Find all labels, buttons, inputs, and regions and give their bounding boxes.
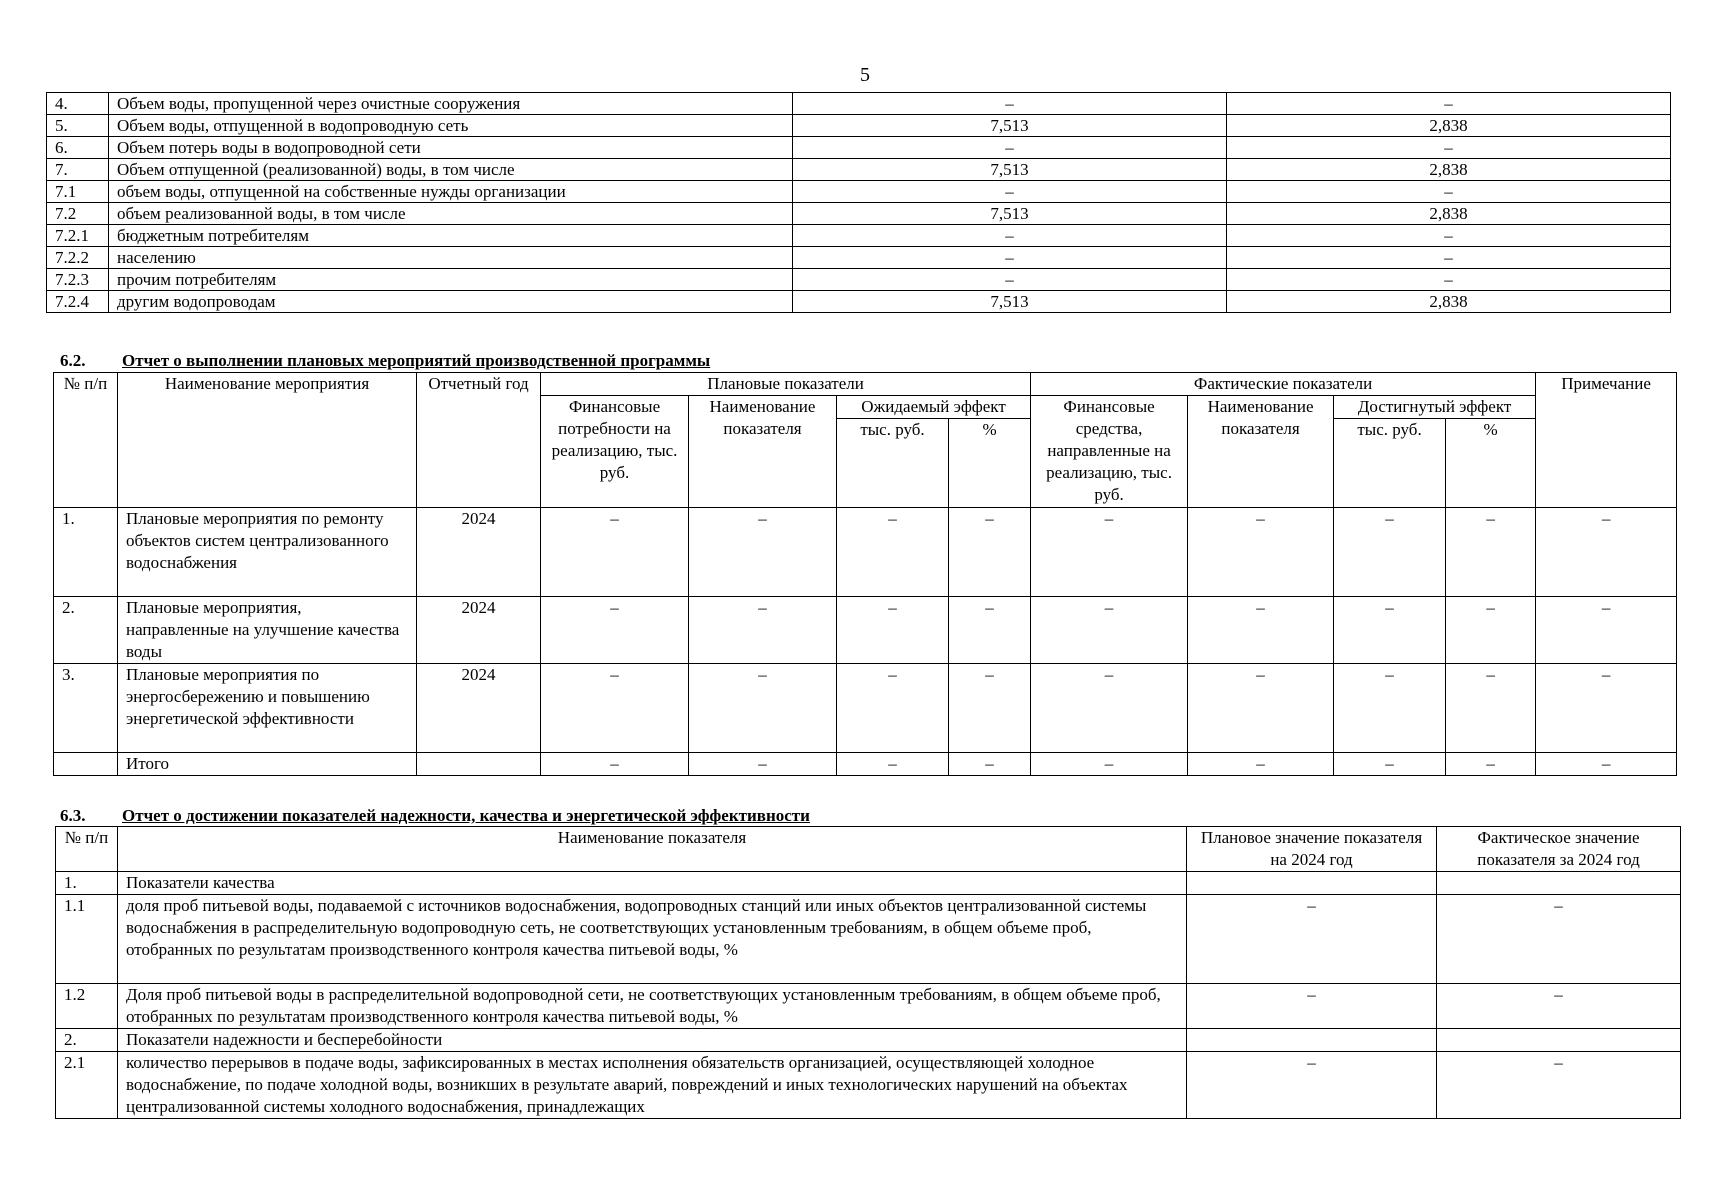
row-value: – — [837, 753, 949, 776]
row-value: – — [541, 664, 689, 753]
row-plan: – — [1187, 895, 1437, 984]
header-num: № п/п — [54, 373, 118, 508]
row-value: – — [1334, 508, 1446, 597]
row-value: – — [1031, 664, 1188, 753]
row-name: объем реализованной воды, в том числе — [109, 203, 793, 225]
row-num: 5. — [47, 115, 109, 137]
row-value: – — [793, 225, 1227, 247]
row-fact — [1437, 872, 1681, 895]
row-fact: – — [1437, 895, 1681, 984]
row-value: – — [1446, 597, 1536, 664]
row-value: – — [1536, 753, 1677, 776]
row-name: Доля проб питьевой воды в распределительной водопроводной сети, не соответствующих установленным требованиям, в общем объеме проб, отобранных по результатам производственного контроля качества питьевой воды, % — [118, 984, 1187, 1029]
row-name: Объем воды, отпущенной в водопроводную сеть — [109, 115, 793, 137]
row-name: Объем потерь воды в водопроводной сети — [109, 137, 793, 159]
row-value: – — [1334, 753, 1446, 776]
row-value: – — [1188, 664, 1334, 753]
row-name: Плановые мероприятия по энергосбережению и повышению энергетической эффективности — [118, 664, 417, 753]
header-name: Наименование показателя — [118, 827, 1187, 872]
header-planned: Плановые показатели — [541, 373, 1031, 396]
row-year — [417, 753, 541, 776]
row-num: 7.2 — [47, 203, 109, 225]
table-row — [56, 1029, 1681, 1052]
table-row — [47, 93, 1671, 115]
row-name: бюджетным потребителям — [109, 225, 793, 247]
row-value: – — [949, 508, 1031, 597]
row-value: – — [689, 664, 837, 753]
row-plan: – — [1187, 984, 1437, 1029]
row-value: – — [1227, 137, 1671, 159]
row-num: 7.2.2 — [47, 247, 109, 269]
row-num: 2.1 — [56, 1052, 118, 1119]
section-title-text: Отчет о выполнении плановых мероприятий производственной программы — [122, 351, 711, 370]
row-name: Плановые мероприятия по ремонту объектов систем централизованного водоснабжения — [118, 508, 417, 597]
row-value: – — [541, 597, 689, 664]
row-value: 2,838 — [1227, 159, 1671, 181]
row-value: – — [949, 664, 1031, 753]
row-value: – — [837, 664, 949, 753]
table-row — [54, 664, 1677, 753]
table-row — [47, 291, 1671, 313]
row-value: – — [793, 269, 1227, 291]
row-name: доля проб питьевой воды, подаваемой с источников водоснабжения, водопроводных станций или иных объектов централизованной системы водоснабжения в распределительную водопроводную сеть, не соответствующих установленным требованиям, в общем объеме проб, отобранных по результатам производственного контроля качества питьевой воды, % — [118, 895, 1187, 984]
planned-measures-table — [53, 372, 1677, 776]
row-value: – — [793, 137, 1227, 159]
row-value: – — [1188, 753, 1334, 776]
row-num: 7.2.3 — [47, 269, 109, 291]
row-value: 7,513 — [793, 291, 1227, 313]
table-row — [54, 597, 1677, 664]
header-pct-planned: % — [949, 419, 1031, 508]
row-num: 6. — [47, 137, 109, 159]
row-name: Объем отпущенной (реализованной) воды, в том числе — [109, 159, 793, 181]
row-value: – — [1536, 597, 1677, 664]
row-num: 7.1 — [47, 181, 109, 203]
page-number: 5 — [860, 64, 870, 86]
row-name: количество перерывов в подаче воды, зафиксированных в местах исполнения обязательств организацией, осуществляющей холодное водоснабжение, по подаче холодной воды, возникших в результате аварий, повреждений и иных технологических нарушений на объектах централизованной системы холодного водоснабжения, принадлежащих — [118, 1052, 1187, 1119]
table-row — [47, 247, 1671, 269]
row-value: – — [793, 247, 1227, 269]
section-number: 6.3. — [60, 806, 86, 825]
row-value: – — [1227, 225, 1671, 247]
row-value: – — [1446, 508, 1536, 597]
row-num: 2. — [54, 597, 118, 664]
table-row — [47, 269, 1671, 291]
header-achieved-effect: Достигнутый эффект — [1334, 396, 1536, 419]
section-number: 6.2. — [60, 351, 86, 370]
row-num: 7.2.1 — [47, 225, 109, 247]
table-row — [54, 508, 1677, 597]
row-name: Плановые мероприятия, направленные на улучшение качества воды — [118, 597, 417, 664]
row-value: 7,513 — [793, 115, 1227, 137]
row-value: – — [1334, 597, 1446, 664]
row-value: – — [541, 753, 689, 776]
row-value: 2,838 — [1227, 115, 1671, 137]
row-year: 2024 — [417, 508, 541, 597]
row-value: – — [1227, 269, 1671, 291]
table-row — [47, 181, 1671, 203]
row-plan: – — [1187, 1052, 1437, 1119]
row-name: Объем воды, пропущенной через очистные сооружения — [109, 93, 793, 115]
row-value: – — [689, 753, 837, 776]
header-thous-planned: тыс. руб. — [837, 419, 949, 508]
header-fin-funds: Финансовые средства, направленные на реализацию, тыс. руб. — [1031, 396, 1188, 508]
row-value: – — [1227, 181, 1671, 203]
row-year: 2024 — [417, 597, 541, 664]
table-row — [56, 1052, 1681, 1119]
row-value: – — [1536, 508, 1677, 597]
row-num: 2. — [56, 1029, 118, 1052]
row-value: – — [949, 753, 1031, 776]
table-row — [47, 137, 1671, 159]
row-value: – — [1188, 597, 1334, 664]
row-name: населению — [109, 247, 793, 269]
row-num: 3. — [54, 664, 118, 753]
header-ind-name-actual: Наименование показателя — [1188, 396, 1334, 508]
table-row — [56, 984, 1681, 1029]
header-plan: Плановое значение показателя на 2024 год — [1187, 827, 1437, 872]
header-fin-need: Финансовые потребности на реализацию, тыс. руб. — [541, 396, 689, 508]
row-fact: – — [1437, 984, 1681, 1029]
row-num: 4. — [47, 93, 109, 115]
row-num: 7.2.4 — [47, 291, 109, 313]
table-row — [47, 225, 1671, 247]
header-actual: Фактические показатели — [1031, 373, 1536, 396]
header-num: № п/п — [56, 827, 118, 872]
row-name: объем воды, отпущенной на собственные нужды организации — [109, 181, 793, 203]
row-value: – — [689, 597, 837, 664]
table-row — [47, 159, 1671, 181]
row-fact: – — [1437, 1052, 1681, 1119]
row-value: – — [793, 93, 1227, 115]
row-num — [54, 753, 118, 776]
row-value: – — [949, 597, 1031, 664]
row-value: 7,513 — [793, 159, 1227, 181]
table-row-total — [54, 753, 1677, 776]
row-num: 1. — [54, 508, 118, 597]
row-value: – — [689, 508, 837, 597]
row-value: – — [1227, 93, 1671, 115]
row-value: – — [1188, 508, 1334, 597]
row-value: – — [793, 181, 1227, 203]
row-value: – — [1227, 247, 1671, 269]
row-name: Показатели качества — [118, 872, 1187, 895]
table-row — [47, 115, 1671, 137]
water-volume-table — [46, 92, 1671, 313]
header-thous-actual: тыс. руб. — [1334, 419, 1446, 508]
row-name: Показатели надежности и бесперебойности — [118, 1029, 1187, 1052]
row-value: – — [1536, 664, 1677, 753]
row-name: другим водопроводам — [109, 291, 793, 313]
indicators-table — [55, 826, 1681, 1119]
table-row — [56, 872, 1681, 895]
row-value: – — [541, 508, 689, 597]
table-row — [47, 203, 1671, 225]
row-num: 7. — [47, 159, 109, 181]
row-value: 2,838 — [1227, 291, 1671, 313]
header-note: Примечание — [1536, 373, 1677, 508]
row-value: – — [1031, 597, 1188, 664]
section-title-text: Отчет о достижении показателей надежности, качества и энергетической эффективности — [122, 806, 810, 825]
row-fact — [1437, 1029, 1681, 1052]
row-value: – — [837, 597, 949, 664]
total-label: Итого — [118, 753, 417, 776]
section-title-6-3 — [60, 805, 810, 827]
row-value: – — [1334, 664, 1446, 753]
row-num: 1.2 — [56, 984, 118, 1029]
row-value: – — [837, 508, 949, 597]
section-title-6-2 — [60, 350, 710, 372]
row-plan — [1187, 1029, 1437, 1052]
header-ind-name-planned: Наименование показателя — [689, 396, 837, 508]
header-pct-actual: % — [1446, 419, 1536, 508]
row-value: – — [1031, 508, 1188, 597]
row-value: 7,513 — [793, 203, 1227, 225]
row-value: – — [1031, 753, 1188, 776]
row-value: 2,838 — [1227, 203, 1671, 225]
table-row — [56, 895, 1681, 984]
header-expected-effect: Ожидаемый эффект — [837, 396, 1031, 419]
row-name: прочим потребителям — [109, 269, 793, 291]
row-plan — [1187, 872, 1437, 895]
row-num: 1. — [56, 872, 118, 895]
row-num: 1.1 — [56, 895, 118, 984]
header-fact: Фактическое значение показателя за 2024 год — [1437, 827, 1681, 872]
row-value: – — [1446, 664, 1536, 753]
header-year: Отчетный год — [417, 373, 541, 508]
row-year: 2024 — [417, 664, 541, 753]
header-name: Наименование мероприятия — [118, 373, 417, 508]
row-value: – — [1446, 753, 1536, 776]
